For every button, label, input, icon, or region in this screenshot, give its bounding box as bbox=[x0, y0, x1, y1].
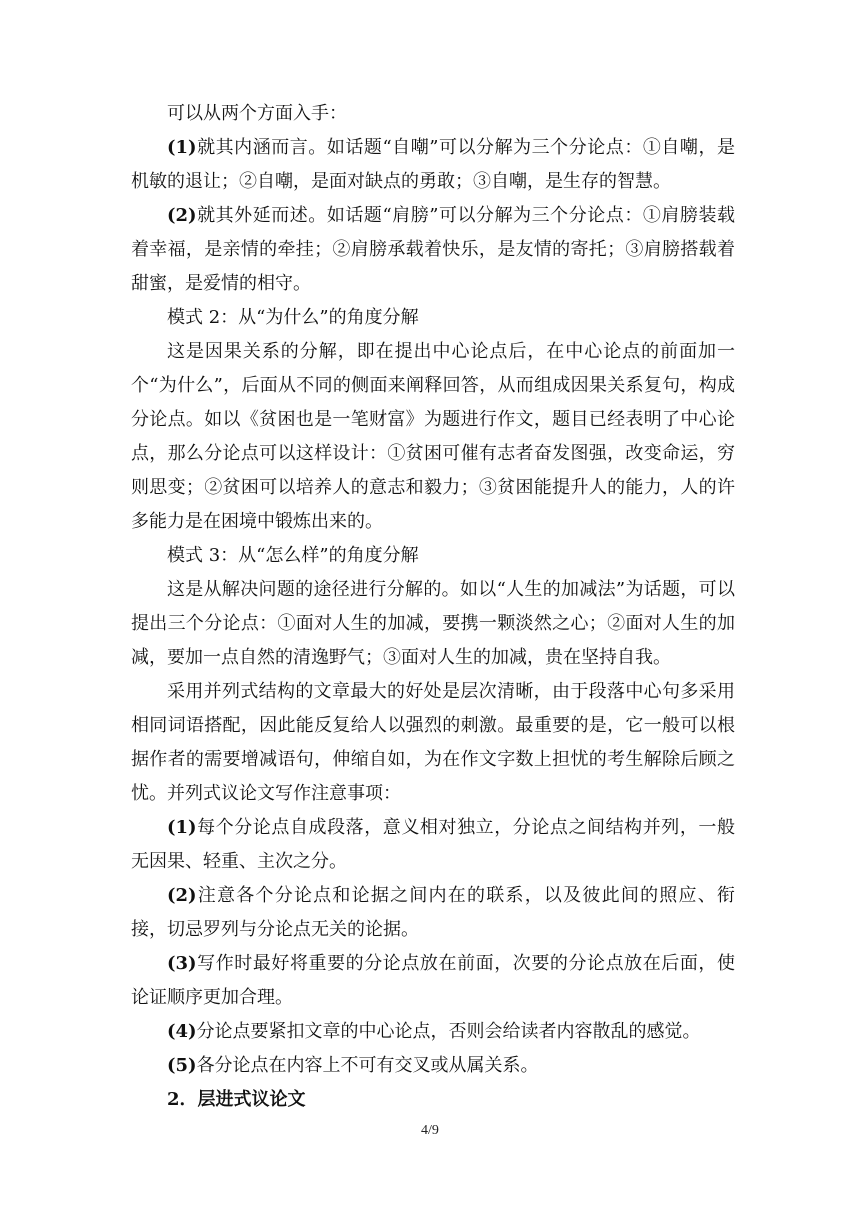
note-item-2 bbox=[131, 879, 735, 947]
heading-mode-2 bbox=[131, 301, 735, 335]
paragraph-text: 各分论点在内容上不可有交叉或从属关系。 bbox=[196, 1055, 539, 1076]
paragraph-intro bbox=[131, 97, 735, 131]
paragraph-text: 可以从两个方面入手： bbox=[167, 103, 347, 124]
heading-mode-3 bbox=[131, 539, 735, 573]
section-heading-progressive bbox=[131, 1083, 735, 1117]
note-item-1 bbox=[131, 811, 735, 879]
list-marker: (1) bbox=[167, 137, 197, 158]
paragraph-text: 采用并列式结构的文章最大的好处是层次清晰，由于段落中心句多采用相同词语搭配，因此能反复给人以强烈的刺激。最重要的是，它一般可以根据作者的需要增减语句，伸缩自如，为在作文字数上担忧的考生解除后顾之忧。 bbox=[131, 681, 735, 804]
note-item-5 bbox=[131, 1049, 735, 1083]
heading-text: 模式 3：从“怎么样”的角度分解 bbox=[167, 545, 419, 566]
paragraph-notes-heading bbox=[131, 777, 735, 811]
paragraph-text: 分论点要紧扣文章的中心论点，否则会给读者内容散乱的感觉。 bbox=[196, 1021, 701, 1042]
paragraph-connotation bbox=[131, 131, 735, 199]
list-marker: (5) bbox=[167, 1055, 197, 1076]
section-number: 2． bbox=[167, 1089, 198, 1110]
list-marker: (1) bbox=[167, 817, 197, 838]
note-item-3 bbox=[131, 947, 735, 1015]
paragraph-text: 就其内涵而言。如话题“自嘲”可以分解为三个分论点：①自嘲，是机敏的退让；②自嘲，是面对缺点的勇敢；③自嘲，是生存的智慧。 bbox=[131, 137, 735, 192]
heading-text: 模式 2：从“为什么”的角度分解 bbox=[167, 307, 419, 328]
paragraph-text: 注意各个分论点和论据之间内在的联系，以及彼此间的照应、衔接，切忌罗列与分论点无关的论据。 bbox=[131, 885, 735, 940]
paragraph-text: 每个分论点自成段落，意义相对独立，分论点之间结构并列，一般无因果、轻重、主次之分。 bbox=[131, 817, 735, 872]
paragraph-causal bbox=[131, 335, 735, 539]
list-marker: (2) bbox=[167, 205, 197, 226]
page-number: 4/9 bbox=[421, 1123, 439, 1138]
paragraph-text: 这是因果关系的分解，即在提出中心论点后，在中心论点的前面加一个“为什么”，后面从不同的侧面来阐释回答，从而组成因果关系复句，构成分论点。如以《贫困也是一笔财富》为题进行作文，题目已经表明了中心论点，那么分论点可以这样设计：①贫困可催有志者奋发图强，改变命运，穷则思变；②贫困可以培养人的意志和毅力；③贫困能提升人的能力，人的许多能力是在困境中锻炼出来的。 bbox=[131, 341, 735, 532]
paragraph-text: 就其外延而述。如话题“肩膀”可以分解为三个分论点：①肩膀装载着幸福，是亲情的牵挂；②肩膀承载着快乐，是友情的寄托；③肩膀搭载着甜蜜，是爱情的相守。 bbox=[131, 205, 735, 294]
list-marker: (2) bbox=[167, 885, 197, 906]
note-item-4 bbox=[131, 1015, 735, 1049]
paragraph-solution bbox=[131, 573, 735, 675]
paragraph-text: 写作时最好将重要的分论点放在前面，次要的分论点放在后面，使论证顺序更加合理。 bbox=[131, 953, 735, 1008]
section-title: 层进式议论文 bbox=[197, 1089, 306, 1110]
list-marker: (3) bbox=[167, 953, 197, 974]
paragraph-text: 这是从解决问题的途径进行分解的。如以“人生的加减法”为话题，可以提出三个分论点：①面对人生的加减，要携一颗淡然之心；②面对人生的加减，要加一点自然的清逸野气；③面对人生的加减，贵在坚持自我。 bbox=[131, 579, 735, 668]
list-marker: (4) bbox=[167, 1021, 197, 1042]
paragraph-extension bbox=[131, 199, 735, 301]
paragraph-text: 并列式议论文写作注意事项： bbox=[167, 783, 401, 804]
